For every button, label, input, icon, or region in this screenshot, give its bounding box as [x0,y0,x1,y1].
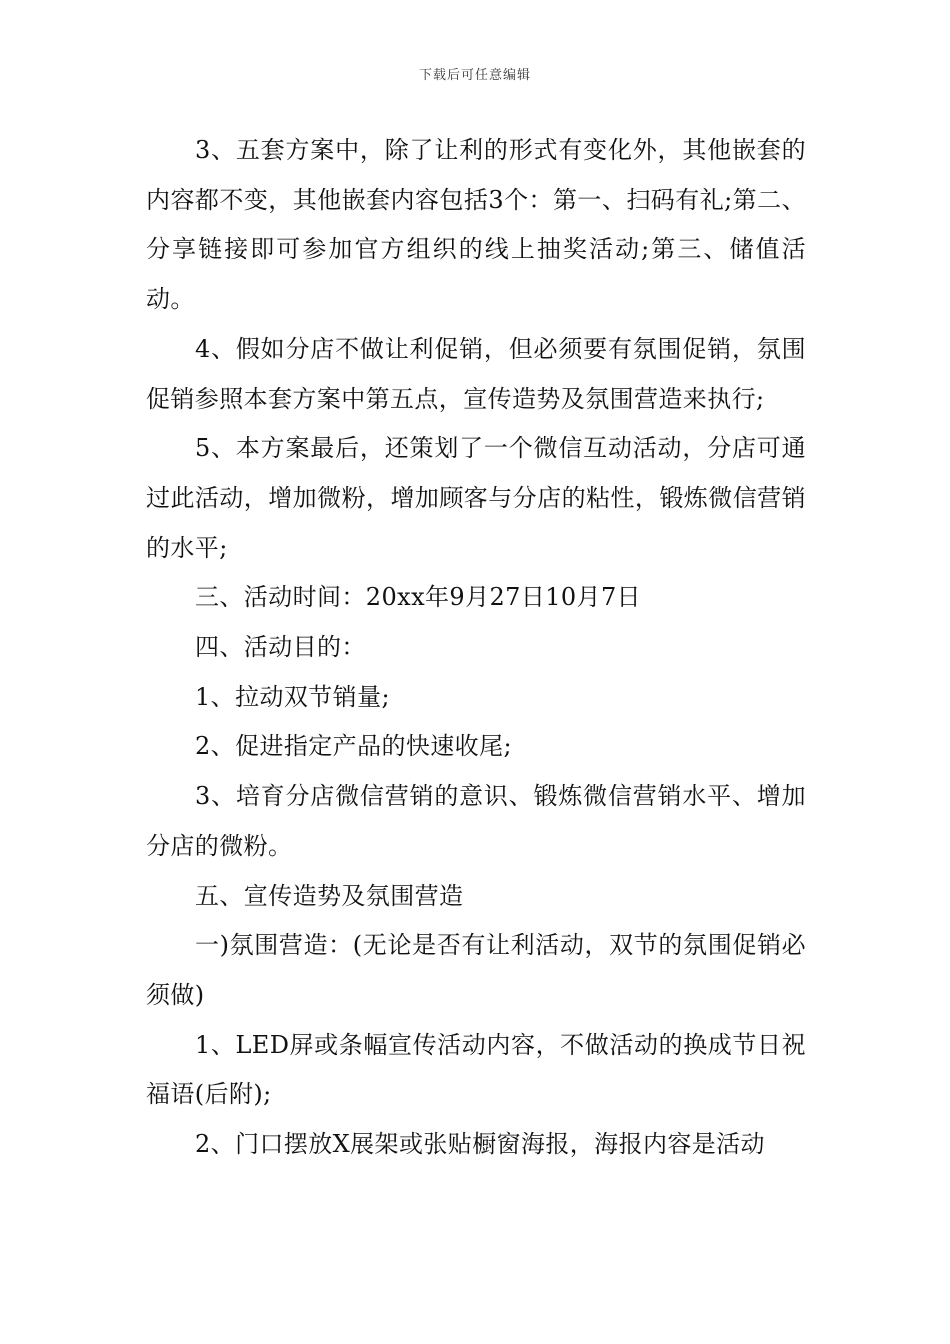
atmosphere-item-2: 2、门口摆放X展架或张贴橱窗海报，海报内容是活动 [195,1130,765,1159]
section-activity-purpose: 四、活动目的： [195,633,366,662]
purpose-item-3: 3、培育分店微信营销的意识、锻炼微信营销水平、增加分店的微粉。 [146,782,806,860]
paragraph-plan-item-4: 4、假如分店不做让利促销，但必须要有氛围促销，氛围促销参照本套方案中第五点，宣传造势及氛围营造来执行; [146,334,806,413]
page-header: 下载后可任意编辑 [418,68,531,83]
section-promotion-atmosphere: 五、宣传造势及氛围营造 [195,881,464,910]
atmosphere-item-1: 1、LED屏或条幅宣传活动内容，不做活动的换成节日祝福语(后附); [146,1030,806,1109]
paragraph-plan-item-3: 3、五套方案中，除了让利的形式有变化外，其他嵌套的内容都不变，其他嵌套内容包括3个：第一、扫码有礼;第二、分享链接即可参加官方组织的线上抽奖活动;第三、储值活动。 [146,136,806,314]
subsection-atmosphere: 一)氛围营造：(无论是否有让利活动，双节的氛围促销必须做) [146,931,806,1009]
section-activity-time: 三、活动时间：20xx年9月27日10月7日 [195,583,642,612]
paragraph-plan-item-5: 5、本方案最后，还策划了一个微信互动活动，分店可通过此活动，增加微粉，增加顾客与分店的粘性，锻炼微信营销的水平; [146,434,806,562]
purpose-item-1: 1、拉动双节销量; [195,682,390,711]
document-body [146,126,806,1170]
purpose-item-2: 2、促进指定产品的快速收尾; [195,732,512,761]
